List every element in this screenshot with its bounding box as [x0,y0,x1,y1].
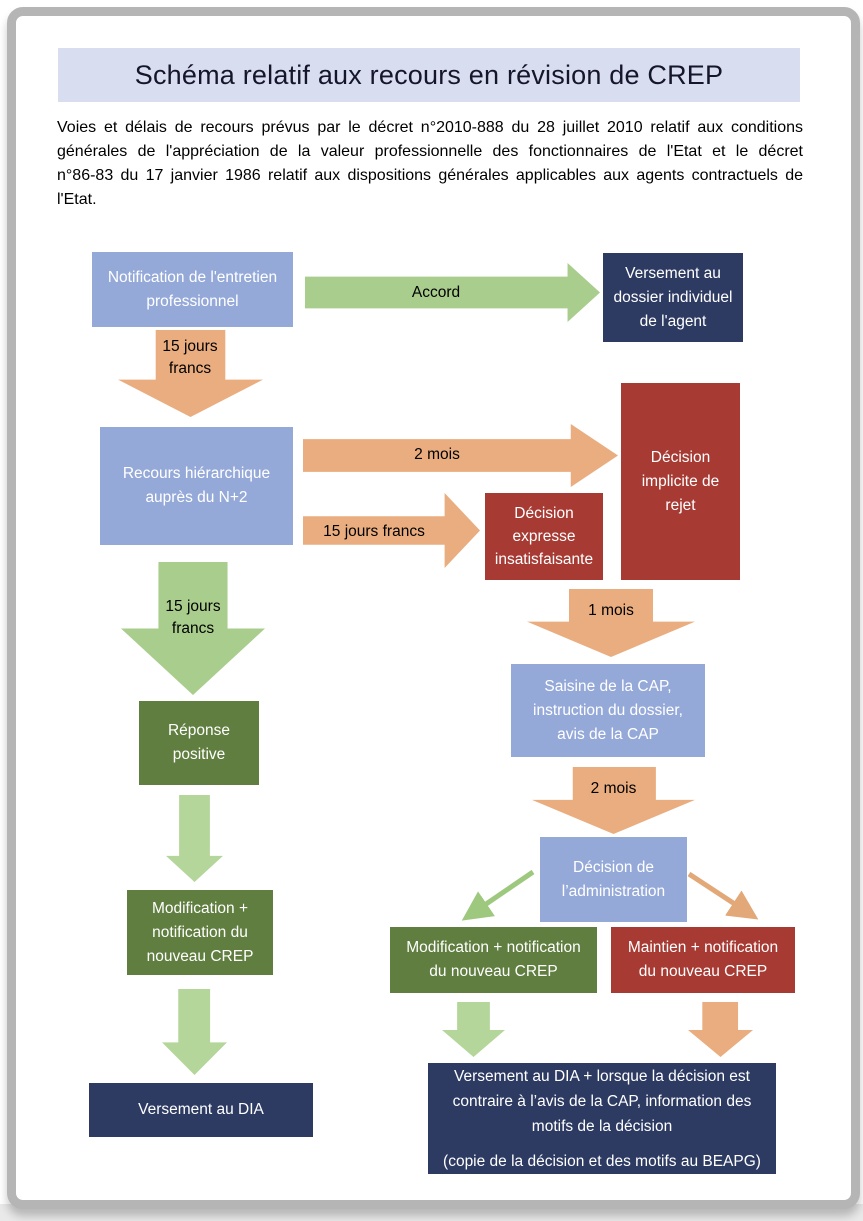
node-decision-implicite-rejet: Décision implicite de rejet [621,383,740,580]
node-saisine-cap: Saisine de la CAP, instruction du dossier, avis de la CAP [511,664,705,757]
arrow-label-accord: Accord [411,284,461,301]
node-versement-dossier-individuel: Versement au dossier individuel de l'agent [603,253,743,342]
arrow-diagonal-green [450,862,545,927]
intro-line: générales de l'appréciation de la valeur professionnelle des fonctionnaires de l'Etat et le décret [57,143,803,160]
arrow-label-1-mois: 1 mois [588,602,634,619]
node-maintien-notification: Maintien + notification du nouveau CREP [611,927,795,993]
node-decision-administration: Décision de l’administration [540,837,687,922]
arrow-label-15-jours-2: 15 jours francs [165,598,221,637]
page-title: Schéma relatif aux recours en révision de CREP [134,59,724,90]
intro-line: Voies et délais de recours prévus par le décret n°2010-888 du 28 juillet 2010 relatif aux conditions [57,119,803,136]
node-notification-entretien: Notification de l'entretien professionnel [92,252,293,327]
intro-paragraph [57,116,803,212]
arrow-diagonal-orange [680,862,765,924]
arrow-label-2-mois-1: 2 mois [414,446,460,463]
arrow-label-15-jours-francs: 15 jours francs [323,523,425,540]
title-banner [58,48,800,102]
node-versement-dia-information-motifs: Versement au DIA + lorsque la décision est contraire à l’avis de la CAP, information des motifs de la décision (copie de la décision et des motifs au BEAPG) [428,1063,776,1174]
intro-line: l'Etat. [57,191,97,208]
node-versement-dia: Versement au DIA [89,1083,313,1137]
node-modification-notification-left: Modification + notification du nouveau CREP [127,890,273,975]
intro-line: n°86-83 du 17 janvier 1986 relatif aux dispositions générales applicables aux agents contractuels de [57,167,803,184]
node-modification-notification-centre: Modification + notification du nouveau CREP [390,927,597,993]
arrow-label-2-mois-2: 2 mois [590,780,637,797]
arrow-label-15-jours-1: 15 jours francs [162,338,218,377]
node-reponse-positive: Réponse positive [139,701,259,785]
node-decision-expresse-insatisfaisante: Décision expresse insatisfaisante [485,493,603,580]
node-recours-hierarchique: Recours hiérarchique auprès du N+2 [100,427,293,545]
